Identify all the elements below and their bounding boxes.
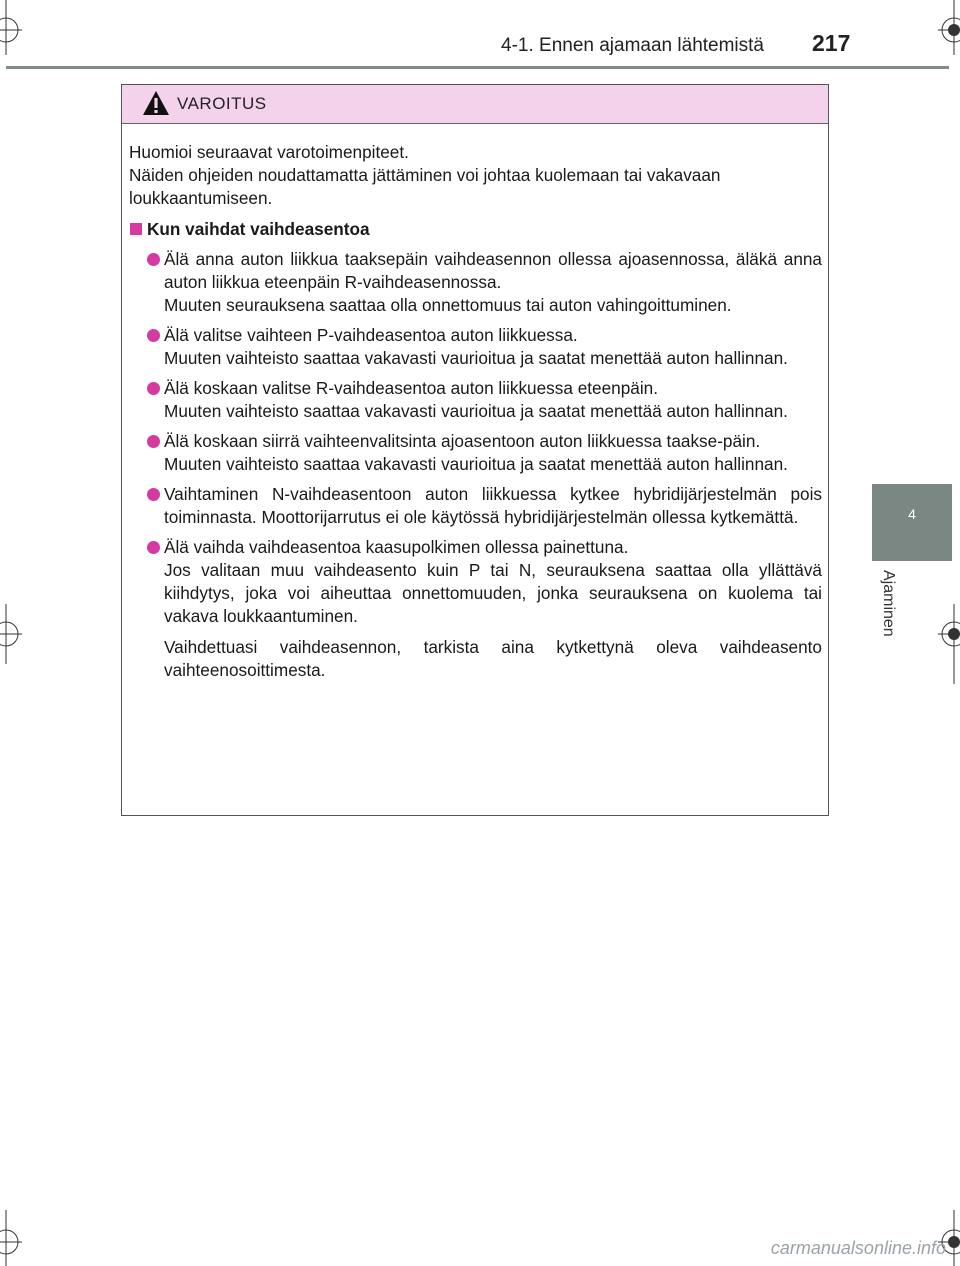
warning-triangle-icon [142, 90, 170, 121]
round-bullet-icon [147, 253, 160, 266]
page-number: 217 [812, 30, 851, 56]
warning-intro [129, 141, 822, 210]
list-item: Älä vaihda vaihdeasentoa kaasupolkimen ollessa painettuna. Jos valitaan muu vaihdeasento kuin P tai N, seurauksena saattaa olla yllättävä kiihdytys, joka voi aiheuttaa onnettomuuden, jonka seurauksena on kuolema tai vakava loukkaantuminen. [129, 536, 822, 628]
chapter-number: 4 [908, 506, 916, 522]
square-bullet-icon [130, 223, 142, 235]
list-item: Vaihtaminen N-vaihdeasentoon auton liikkuessa kytkee hybridijärjestelmän pois toiminnasta. Moottorijarrutus ei ole käytössä hybridijärjestelmän ollessa kytkemättä. [129, 483, 822, 529]
header-divider [6, 66, 949, 69]
list-item: Älä anna auton liikkua taaksepäin vaihdeasennon ollessa ajoasennossa, äläkä anna auton liikkua eteenpäin R-vaihdeasennossa. Muuten seurauksena saattaa olla onnettomuus tai auton vahingoittuminen. [129, 248, 822, 317]
warning-box [121, 84, 829, 816]
page-header [0, 0, 960, 70]
chapter-label: Ajaminen [880, 570, 897, 637]
list-item: Älä valitse vaihteen P-vaihdeasentoa auton liikkuessa. Muuten vaihteisto saattaa vakavasti vaurioitua ja saatat menettää auton hallinnan. [129, 324, 822, 370]
watermark-logo[interactable]: carmanualsonline.info [770, 1238, 946, 1258]
crop-mark-bottom-left [0, 1206, 40, 1266]
chapter-tab[interactable] [872, 484, 952, 561]
intro-line: Huomioi seuraavat varotoimenpiteet. [129, 142, 409, 162]
warning-title: VAROITUS [177, 94, 267, 113]
list-item: Älä koskaan valitse R-vaihdeasentoa auton liikkuessa eteenpäin. Muuten vaihteisto saattaa vakavasti vaurioitua ja saatat menettää auton hallinnan. [129, 377, 822, 423]
round-bullet-icon [147, 382, 160, 395]
intro-line: Näiden ohjeiden noudattamatta jättäminen voi johtaa kuolemaan tai vakavaan loukkaantumiseen. [129, 165, 721, 208]
round-bullet-icon [147, 329, 160, 342]
list-item: Älä koskaan siirrä vaihteenvalitsinta ajoasentoon auton liikkuessa taakse-päin. Muuten vaihteisto saattaa vakavasti vaurioitua ja saatat menettää auton hallinnan. [129, 430, 822, 476]
closing-note: Vaihdettuasi vaihdeasennon, tarkista aina kytkettynä oleva vaihdeasento vaihteenosoittimesta. [164, 637, 822, 680]
section-title: 4-1. Ennen ajamaan lähtemistä [501, 35, 764, 56]
round-bullet-icon [147, 541, 160, 554]
crop-mark-mid-left [0, 604, 40, 664]
crop-mark-mid-right [920, 604, 960, 684]
round-bullet-icon [147, 435, 160, 448]
warning-body [122, 124, 828, 682]
round-bullet-icon [147, 488, 160, 501]
section-heading: Kun vaihdat vaihdeasentoa [129, 218, 822, 241]
warning-header [122, 85, 828, 124]
